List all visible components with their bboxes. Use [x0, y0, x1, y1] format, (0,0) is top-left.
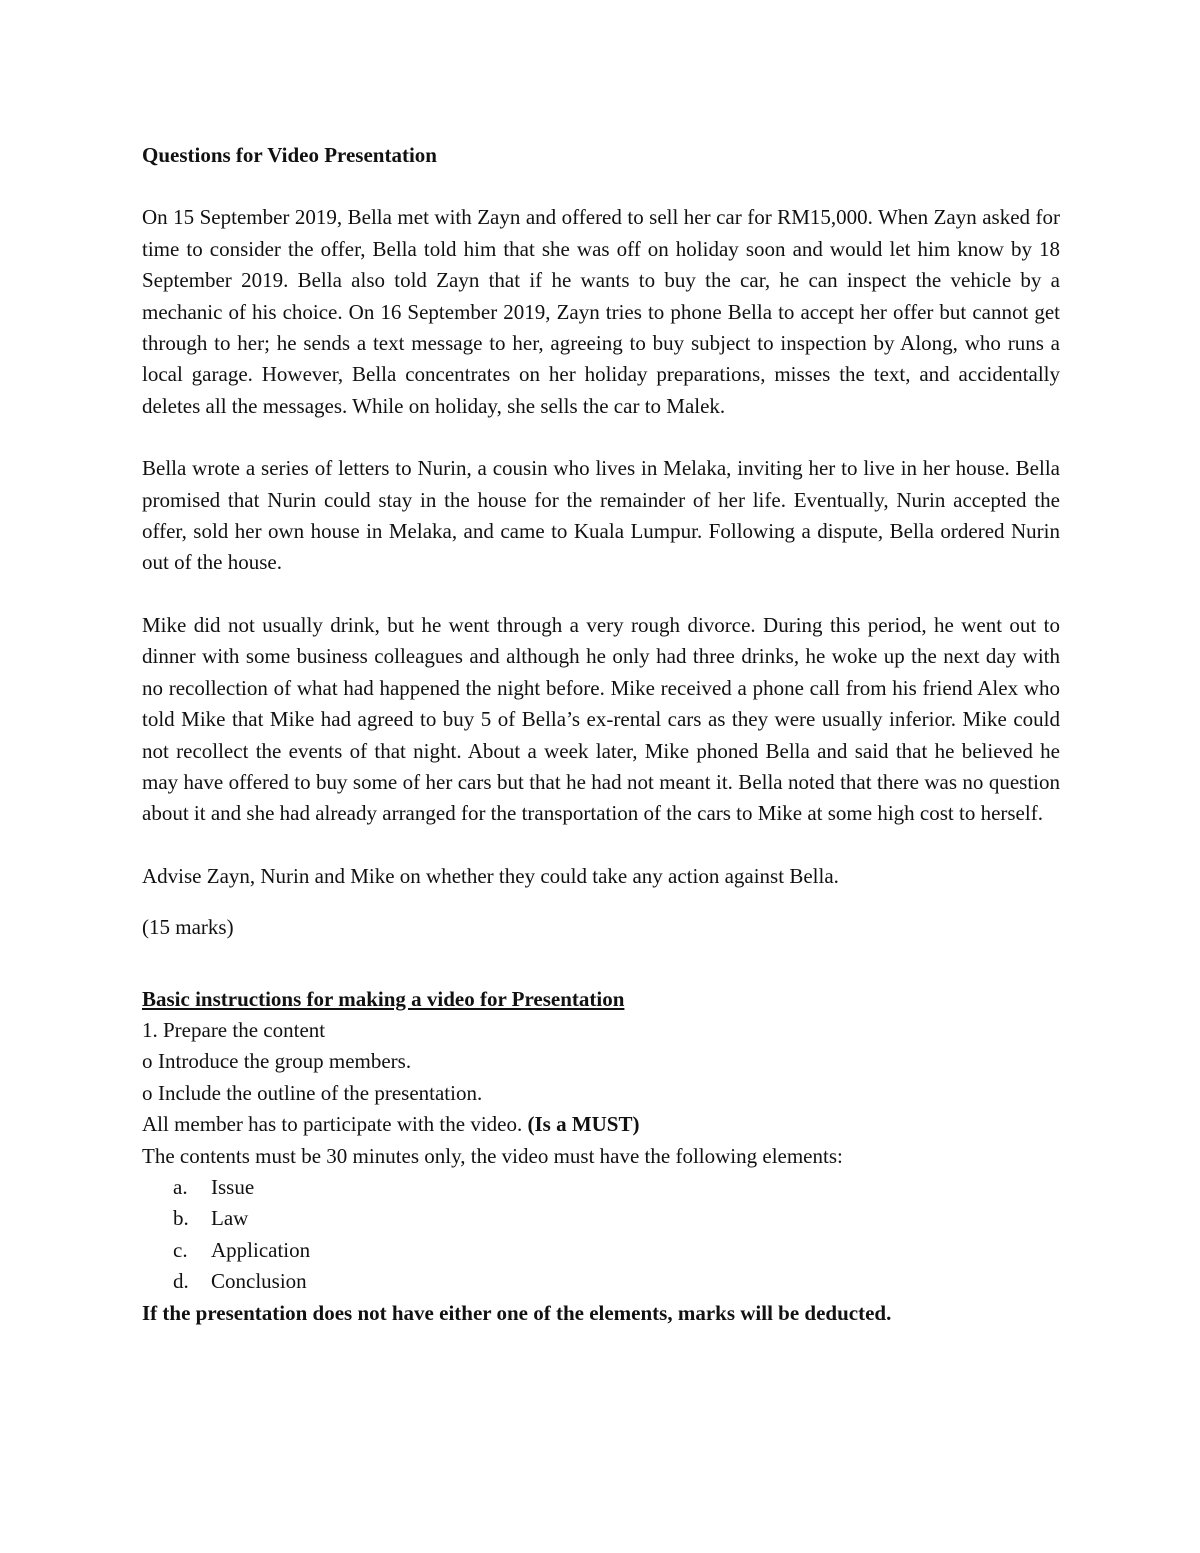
elements-list: [142, 1172, 1060, 1298]
deduction-warning: If the presentation does not have either one of the elements, marks will be deducted.: [142, 1300, 892, 1325]
document-title: Questions for Video Presentation: [142, 143, 437, 167]
bullet-circle-icon: o: [142, 1049, 153, 1074]
bullet-text: Introduce the group members.: [158, 1049, 412, 1074]
participation-line: [142, 1109, 1060, 1140]
bullet-text: Include the outline of the presentation.: [158, 1080, 483, 1105]
list-item: [173, 1266, 1060, 1297]
list-item-letter: c.: [173, 1237, 188, 1262]
document-page: [142, 140, 1060, 1329]
advise-question: Advise Zayn, Nurin and Mike on whether they could take any action against Bella.: [142, 863, 839, 888]
list-item-label: Issue: [211, 1174, 255, 1199]
list-item: [173, 1172, 1060, 1203]
instruction-step-1: 1. Prepare the content: [142, 1017, 326, 1042]
marks-label: (15 marks): [142, 915, 234, 940]
list-item-label: Conclusion: [211, 1269, 307, 1294]
scenario-nurin-paragraph: Bella wrote a series of letters to Nurin, a cousin who lives in Melaka, inviting her to live in her house. Bella promised that Nurin could stay in the house for the remainder of her life. Eventually, Nurin accepted the offer, sold her own house in Melaka, and came to Kuala Lumpur. Following a dispute, Bella ordered Nurin out of the house.: [142, 456, 1060, 575]
list-item: [173, 1235, 1060, 1266]
list-item-label: Law: [211, 1206, 249, 1231]
list-item: [173, 1203, 1060, 1234]
instruction-bullet: [142, 1046, 1060, 1077]
scenario-zayn-paragraph: On 15 September 2019, Bella met with Zayn and offered to sell her car for RM15,000. When Zayn asked for time to consider the offer, Bella told him that she was off on holiday soon and would let him know by 18 September 2019. Bella also told Zayn that if he wants to buy the car, he can inspect the vehicle by a mechanic of his choice. On 16 September 2019, Zayn tries to phone Bella to accept her offer but cannot get through to her; he sends a text message to her, agreeing to buy subject to inspection by Along, who runs a local garage. However, Bella concentrates on her holiday preparations, misses the text, and accidentally deletes all the messages. While on holiday, she sells the car to Malek.: [142, 205, 1060, 418]
list-item-letter: b.: [173, 1206, 189, 1231]
contents-requirement: The contents must be 30 minutes only, the video must have the following elements:: [142, 1143, 843, 1168]
bullet-circle-icon: o: [142, 1080, 153, 1105]
instructions-heading: Basic instructions for making a video for Presentation: [142, 986, 625, 1011]
list-item-letter: a.: [173, 1174, 188, 1199]
instruction-bullet: [142, 1078, 1060, 1109]
list-item-letter: d.: [173, 1269, 189, 1294]
participation-text: All member has to participate with the video.: [142, 1112, 528, 1137]
list-item-label: Application: [211, 1237, 311, 1262]
scenario-mike-paragraph: Mike did not usually drink, but he went through a very rough divorce. During this period, he went out to dinner with some business colleagues and although he only had three drinks, he woke up the next day with no recollection of what had happened the night before. Mike received a phone call from his friend Alex who told Mike that Mike had agreed to buy 5 of Bella’s ex-rental cars as they were usually inferior. Mike could not recollect the events of that night. About a week later, Mike phoned Bella and said that he believed he may have offered to buy some of her cars but that he had not meant it. Bella noted that there was no question about it and she had already arranged for the transportation of the cars to Mike at some high cost to herself.: [142, 612, 1060, 826]
participation-emphasis: (Is a MUST): [527, 1112, 640, 1137]
